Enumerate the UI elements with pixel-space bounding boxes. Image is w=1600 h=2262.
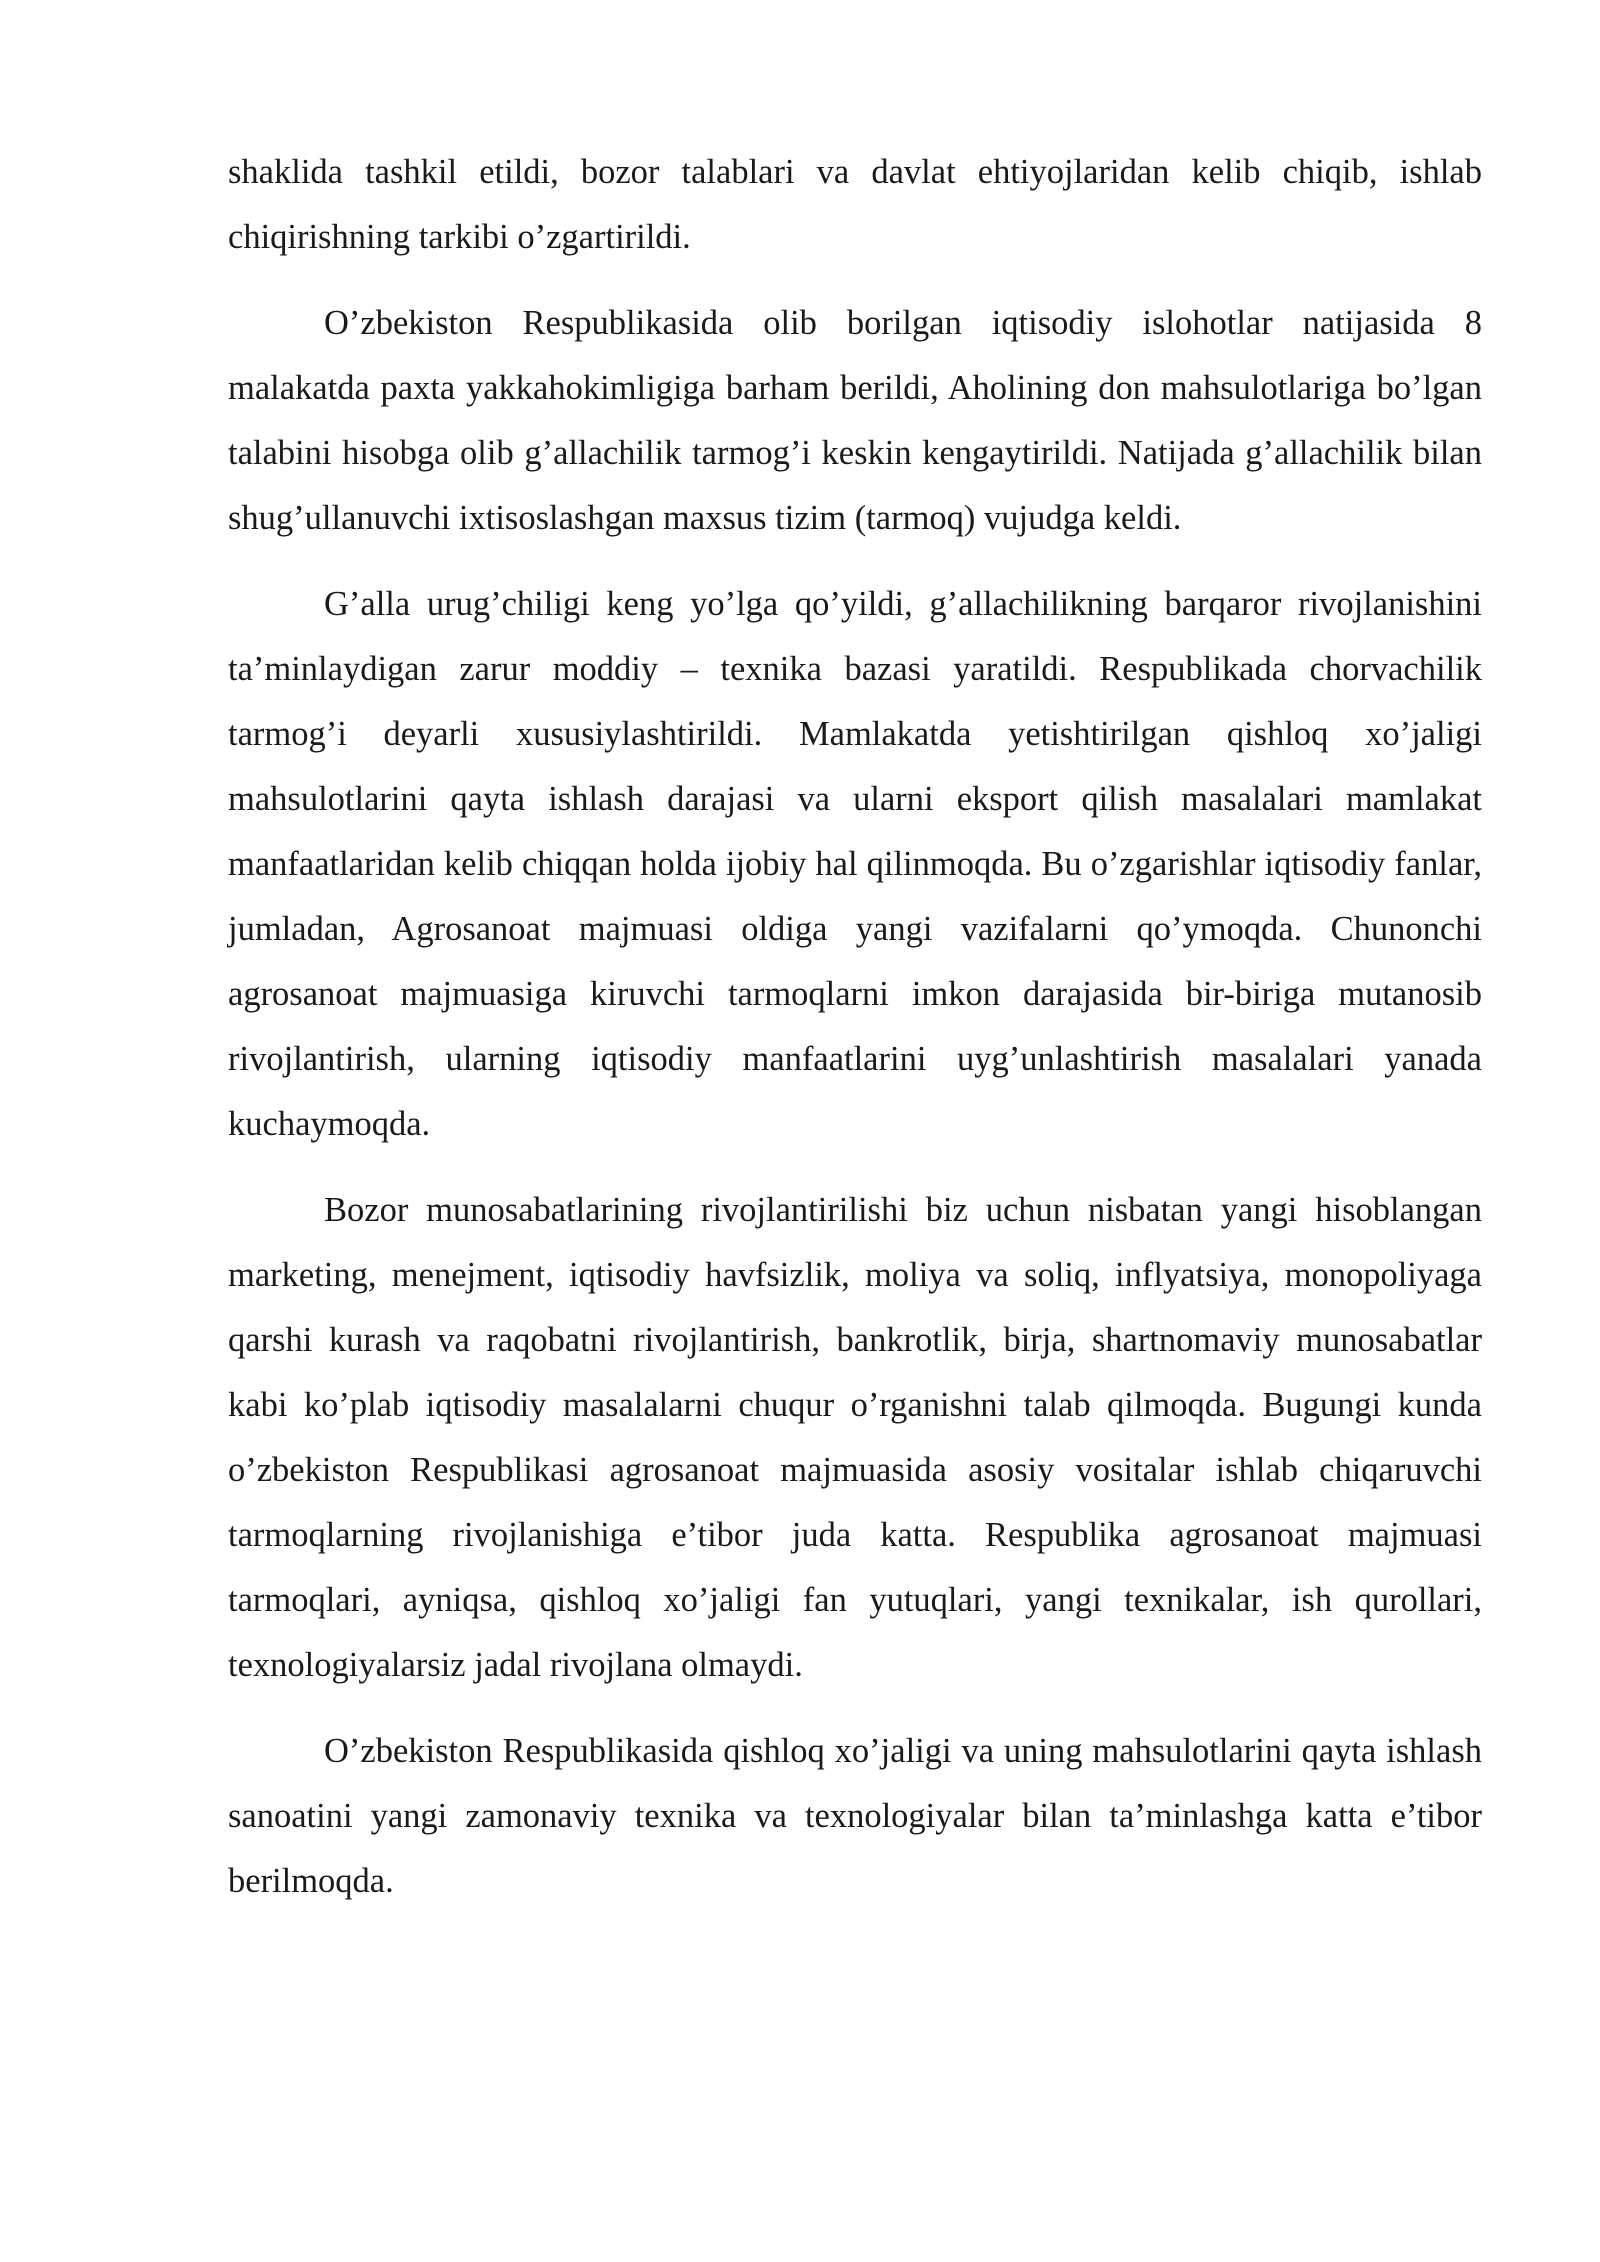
paragraph-grain-seeding: G’alla urug’chiligi keng yo’lga qo’yildi, g’allachilikning barqaror rivojlanishini ta’minlaydigan zarur moddiy – texnika bazasi yaratildi. Respublikada chorvachilik tarmog’i deyarli xususiylashtirildi. Mamlakatda yetishtirilgan qishloq xo’jaligi mahsulotlarini qayta ishlash darajasi va ularni eksport qilish masalalari mamlakat manfaatlaridan kelib chiqqan holda ijobiy hal qilinmoqda. Bu o’zgarishlar iqtisodiy fanlar, jumladan, Agrosanoat majmuasi oldiga yangi vazifalarni qo’ymoqda. Chunonchi agrosanoat majmuasiga kiruvchi tarmoqlarni imkon darajasida bir-biriga mutanosib rivojlantirish, ularning iqtisodiy manfaatlarini uyg’unlashtirish masalalari yanada kuchaymoqda.	[228, 585, 1482, 1143]
paragraph-market-relations: Bozor munosabatlarining rivojlantirilishi biz uchun nisbatan yangi hisoblangan marketing, menejment, iqtisodiy havfsizlik, moliya va soliq, inflyatsiya, monopoliyaga qarshi kurash va raqobatni rivojlantirish, bankrotlik, birja, shartnomaviy munosabatlar kabi ko’plab iqtisodiy masalalarni chuqur o’rganishni talab qilmoqda. Bugungi kunda o’zbekiston Respublikasi agrosanoat majmuasida asosiy vositalar ishlab chiqaruvchi tarmoqlarning rivojlanishiga e’tibor juda katta. Respublika agrosanoat majmuasi tarmoqlari, ayniqsa, qishloq xo’jaligi fan yutuqlari, yangi texnikalar, ish qurollari, texnologiyalarsiz jadal rivojlana olmaydi.	[228, 1191, 1482, 1684]
paragraph-continuation: shaklida tashkil etildi, bozor talablari va davlat ehtiyojlaridan kelib chiqib, ishlab chiqirishning tarkibi o’zgartirildi.	[228, 153, 1482, 256]
document-page	[228, 140, 1482, 1935]
paragraph-modern-technology: O’zbekiston Respublikasida qishloq xo’jaligi va uning mahsulotlarini qayta ishlash sanoatini yangi zamonaviy texnika va texnologiyalar bilan ta’minlashga katta e’tibor berilmoqda.	[228, 1732, 1482, 1900]
paragraph-economic-reforms: O’zbekiston Respublikasida olib borilgan iqtisodiy islohotlar natijasida 8 malakatda paxta yakkahokimligiga barham berildi, Aholining don mahsulotlariga bo’lgan talabini hisobga olib g’allachilik tarmog’i keskin kengaytirildi. Natijada g’allachilik bilan shug’ullanuvchi ixtisoslashgan maxsus tizim (tarmoq) vujudga keldi.	[228, 304, 1482, 537]
